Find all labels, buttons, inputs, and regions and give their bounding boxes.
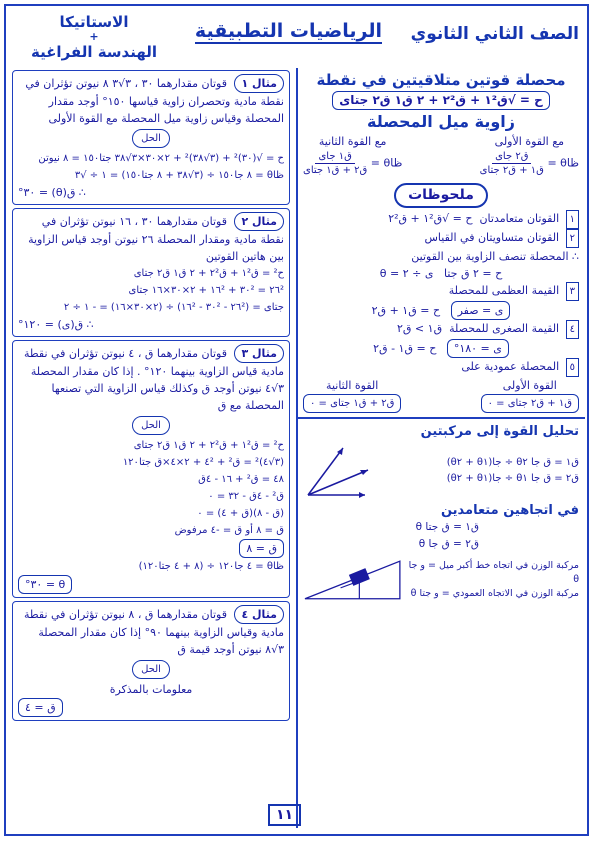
perp-title: في اتجاهين متعامدين — [440, 503, 579, 518]
note-text: القيمة العظمى للمحصلة — [448, 284, 560, 297]
angle-formulas — [303, 133, 579, 177]
resolve-title: تحليل القوة إلى مركبتين — [420, 424, 579, 439]
note-2 — [303, 229, 579, 282]
angle-first — [480, 133, 579, 177]
resultant-heading: محصلة قوتين متلاقيتين في نقطة — [316, 71, 566, 89]
note-3 — [303, 282, 579, 320]
note-eq: ح = ق١ + ق٢ — [371, 304, 441, 317]
note-eq-2: ى ÷ ٢ = θ — [379, 267, 434, 280]
example-text: قوتان مقدارهما ٣٠ ، ٣√٣ ٨ نيوتن تؤثران في نقطة مادية وتحصران زاوية قياسها ١٥٠° أوجد مقدار المحصلة وقياس زاوية ميل المحصلة مع القوة الأولى — [25, 77, 284, 125]
note-boxed: ى = ١٨٠° — [447, 339, 509, 358]
note-number: ٢ — [566, 229, 579, 248]
note-number: ١ — [566, 210, 579, 229]
solution-line: (ق - ٨)(ق + ٤) = ٠ — [197, 508, 284, 519]
solution-line: ٤٨ = ق² + ١٦ - ٤ق — [198, 474, 284, 485]
resolve-eq-1: ق١ = ق جا θ٢ ÷ جا(θ١ + θ٢) — [446, 457, 579, 468]
note-number: ٣ — [566, 282, 579, 301]
example-4 — [12, 601, 290, 721]
angle-second-num: ق١ جاى — [315, 150, 354, 164]
resolve-eq-2: ق٢ = ق جا θ١ ÷ جا(θ١ + θ٢) — [446, 473, 579, 484]
example-1 — [12, 70, 290, 205]
solution-line: ق = ٨ أو ق = -٤ مرفوض — [174, 525, 284, 536]
incline-component-1: مركبة الوزن في اتجاه خط أكبر ميل = و جا θ — [408, 560, 579, 585]
section-divider — [297, 417, 585, 419]
worksheet-page — [4, 4, 589, 836]
solution-line: ح = √(٣٠)² + (٣√٣٨)² + ٢×٣٠×٣√٣٨ جتا١٥٠ = ٨ نيوتن — [38, 153, 284, 164]
force-resolution-diagram — [303, 440, 373, 502]
angle-first-lhs: ظاθ = — [547, 156, 579, 170]
incline-diagram — [303, 553, 402, 601]
note-number: ٤ — [566, 320, 579, 339]
perp-eq-2: ق٢ = ق جا θ — [418, 538, 479, 550]
example-badge: مثال ٣ — [234, 344, 284, 363]
unit-title — [14, 12, 174, 62]
note-condition: ق١ > ق٢ — [396, 322, 443, 335]
solution-line: (٣√٤)² = ق² + ٤² + ٢×٤×ق جتا١٢٠ — [122, 457, 284, 468]
unit-line-1: الاستاتيكا — [59, 13, 129, 31]
notes-title: ملحوظات — [394, 183, 488, 208]
page-header — [6, 6, 587, 68]
example-3 — [12, 340, 290, 598]
note-sub: ∴ المحصلة تنصف الزاوية بين القوتين — [411, 250, 579, 263]
note-4 — [303, 320, 579, 358]
note-5 — [303, 358, 579, 413]
note-eq: ح = ٢ ق جتا — [443, 267, 503, 280]
theory-column — [297, 70, 585, 603]
note-boxed: ى = صفر — [451, 301, 511, 320]
note-text: القوتان متساويتان في القياس — [424, 231, 560, 244]
solution-line: جتاى = (٢٦² - ٣٠² - ١٦²) ÷ (٢×٣٠×١٦) = - ١ ÷ ٢ — [63, 302, 284, 313]
solution-line: ٢٦² = ٣٠² + ١٦² + ٢×٣٠×١٦ جتاى — [128, 285, 284, 296]
unit-line-2: الهندسة الفراغية — [30, 43, 158, 61]
note-b-label: القوة الثانية — [326, 379, 379, 392]
incline-component-2: مركبة الوزن في الاتجاه العمودي = و جتا θ — [410, 588, 579, 599]
solution-label: الحل — [132, 660, 170, 679]
angle-title: زاوية ميل المحصلة — [367, 112, 515, 131]
solution-boxed: ق = ٤ — [18, 698, 63, 717]
solution-boxed: ق = ٨ — [239, 539, 284, 558]
note-text: القوتان متعامدتان — [479, 212, 560, 225]
perp-eq-1: ق١ = ق جتا θ — [415, 521, 479, 533]
angle-second — [303, 133, 402, 177]
solution-answer: ∴ ق(θ) = ٣٠° — [18, 186, 86, 199]
solution-line: ح² = ق١² + ق٢² + ٢ ق١ ق٢ جتاى — [133, 440, 284, 451]
note-a-label: القوة الأولى — [502, 379, 557, 392]
solution-line: ح² = ق١² + ق٢² + ٢ ق١ ق٢ جتاى — [133, 268, 284, 279]
example-text: قوتان مقدارهما ٣٠ ، ١٦ نيوتن تؤثران في نقطة مادية ومقدار المحصلة ٢٦ نيوتن أوجد قياس الزاوية بين هاتين القوتين — [28, 215, 284, 263]
solution-label: الحل — [132, 416, 170, 435]
angle-second-lhs: ظاθ = — [370, 156, 403, 170]
angle-first-num: ق٢ جاى — [492, 150, 531, 164]
note-a-eq: ق١ + ق٢ جتاى = ٠ — [481, 394, 579, 413]
solution-label: الحل — [132, 129, 170, 148]
solution-line: ق² - ٤ق - ٣٢ = ٠ — [208, 491, 284, 502]
page-number: ١١ — [268, 804, 301, 826]
angle-first-fraction — [480, 150, 544, 177]
solution-line: معلومات بالمذكرة — [109, 683, 193, 696]
unit-plus: + — [89, 30, 99, 43]
example-text: قوتان مقدارهما ق ، ٤ نيوتن تؤثران في نقطة مادية قياس الزاوية بينهما ١٢٠° . إذا كان مقدار المحصلة ٣√٤ نيوتن أوجد ق وكذلك قياس الزاوية التي تصنعها المحصلة مع ق — [23, 347, 284, 412]
angle-second-fraction — [303, 150, 367, 177]
examples-column — [8, 70, 294, 724]
subject-title: الرياضيات التطبيقية — [194, 20, 382, 42]
note-eq: ح = √ق١² + ق٢² — [388, 212, 473, 225]
note-text: المحصلة عمودية على — [461, 360, 560, 373]
example-text: قوتان مقدارهما ق ، ٨ نيوتن تؤثران في نقطة مادية وقياس الزاوية بينهما ٩٠° إذا كان مقدار المحصلة ٣√٨ نيوتن أوجد قيمة ق — [23, 608, 284, 656]
note-b-eq: ق٢ + ق١ جتاى = ٠ — [303, 394, 401, 413]
angle-first-label: مع القوة الأولى — [494, 135, 564, 148]
note-1 — [303, 210, 579, 229]
solution-answer: ∴ ق(ى) = ١٢٠° — [18, 318, 94, 331]
example-badge: مثال ١ — [234, 74, 284, 93]
solution-line: ظاθ = ٨ جا١٥٠ ÷ (٣√٣٨ + ٨ جتا١٥٠) = ١ ÷ √٣ — [74, 170, 284, 181]
note-text: القيمة الصغرى للمحصلة — [449, 322, 560, 335]
angle-second-label: مع القوة الثانية — [318, 135, 387, 148]
angle-first-den: ق١ + ق٢ جتاى — [479, 165, 544, 176]
solution-answer: θ = ٣٠° — [18, 575, 72, 594]
note-eq: ح = ق١ - ق٢ — [373, 342, 437, 355]
solution-line: ظاθ = ٤ جا١٢٠ ÷ (٨ + ٤ جتا١٢٠) — [138, 561, 284, 572]
example-2 — [12, 208, 290, 337]
example-badge: مثال ٢ — [234, 212, 284, 231]
angle-second-den: ق٢ + ق١ جتاى — [303, 165, 368, 176]
note-number: ٥ — [566, 358, 579, 377]
example-badge: مثال ٤ — [234, 605, 284, 624]
grade-title: الصف الثاني الثانوي — [410, 24, 579, 44]
resultant-formula: ح = √ق١² + ق٢² + ٢ ق١ ق٢ جتاى — [332, 91, 550, 110]
